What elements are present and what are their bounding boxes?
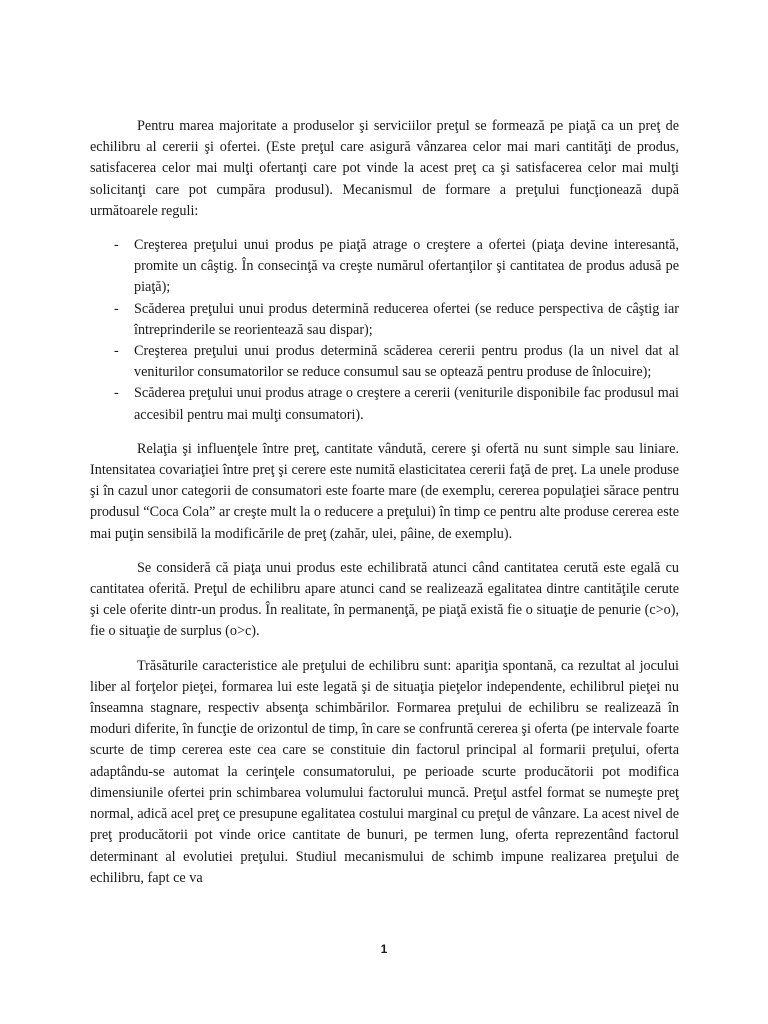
document-page: [90, 116, 679, 902]
paragraph-intro: Pentru marea majoritate a produselor şi serviciilor preţul se formează pe piaţă ca un preţ de echilibru al cererii şi ofertei. (Este preţul care asigură vânzarea celor mai mari cantităţi de produs, satisfacerea celor mai mulţi ofertanţi care pot vinde la acest preţ ca şi satisfacerea celor mai mulţi solicitanţi care pot cumpăra produsul). Mecanismul de formare a preţului funcţionează după următoarele reguli:: [90, 118, 679, 219]
paragraph-equilibrium: Se consideră că piaţa unui produs este echilibrată atunci când cantitatea cerută este egală cu cantitatea oferită. Preţul de echilibru apare atunci cand se realizează egalitatea dintre cantităţile cerute şi cele oferite dintr-un produs. În realitate, în permanenţă, pe piaţă există fie o situaţie de penurie (c>o), fie o situaţie de surplus (o>c).: [90, 559, 679, 640]
paragraph-elasticity: Relaţia şi influenţele între preţ, cantitate vândută, cerere şi ofertă nu sunt simple sau liniare. Intensitatea covariaţiei între preţ şi cerere este numită elasticitatea cererii faţă de preţ. La unele produse şi în cazul unor categorii de consumatori este foarte mare (de exemplu, cererea populaţiei sărace pentru produsul “Coca Cola” ar creşte mult la o reducere a preţului) în timp ce pentru alte produse cererea este mai puţin sensibilă la modificările de preţ (zahăr, ulei, pâine, de exemplu).: [90, 440, 679, 542]
list-dash: -: [114, 237, 119, 254]
paragraph-characteristics: Trăsăturile caracteristice ale preţului de echilibru sunt: apariţia spontană, ca rezultat al jocului liber al forţelor pieţei, formarea lui este legată şi de situaţia pieţelor independente, echilibrul pieţei nu înseamna stagnare, respectiv absenţa schimbărilor. Formarea preţului de echilibru se realizează în moduri diferite, în funcţie de orizontul de timp, în care se confruntă cererea şi oferta (pe intervale foarte scurte de timp cererea este cea care se constituie din factorul principal al formarii preţului, oferta adaptându-se automat la cerinţele consumatorului, pe perioade scurte producătorii pot modifica dimensiunile ofertei prin schimbarea volumului factorului muncă. Preţul astfel format se numeşte preţ normal, adică acel preţ ce presupune egalitatea costului marginal cu preţul de vânzare. La acest nivel de preţ producătorii pot vinde orice cantitate de bunuri, pe termen lung, oferta reprezentând factorul determinant al evolutiei preţului. Studiul mecanismului de schimb impune realizarea preţului de echilibru, fapt ce va: [90, 657, 679, 886]
list-dash: -: [114, 300, 119, 317]
rules-list: [90, 235, 679, 426]
list-item: [90, 235, 679, 299]
list-item: [90, 383, 679, 425]
list-dash: -: [114, 343, 119, 360]
list-item-text: Creşterea preţului unui produs pe piaţă atrage o creştere a ofertei (piaţa devine interesantă, promite un câştig. În consecinţă va creşte numărul ofertanţilor şi cantitatea de produs adusă pe piaţă);: [134, 237, 679, 296]
list-item-text: Scăderea preţului unui produs atrage o creştere a cererii (veniturile disponibile fac produsul mai accesibil pentru mai mulţi consumatori).: [134, 385, 679, 423]
list-item-text: Scăderea preţului unui produs determină reducerea ofertei (se reduce perspectiva de câştig iar întreprinderile se reorientează sau dispar);: [134, 300, 679, 338]
page-number: 1: [380, 942, 388, 956]
list-item-text: Creşterea preţului unui produs determină scăderea cererii pentru produs (la un nivel dat al veniturilor consumatorilor se reduce consumul sau se optează pentru produse de înlocuire);: [134, 343, 679, 381]
list-dash: -: [114, 385, 119, 402]
list-item: [90, 341, 679, 383]
list-item: [90, 299, 679, 341]
